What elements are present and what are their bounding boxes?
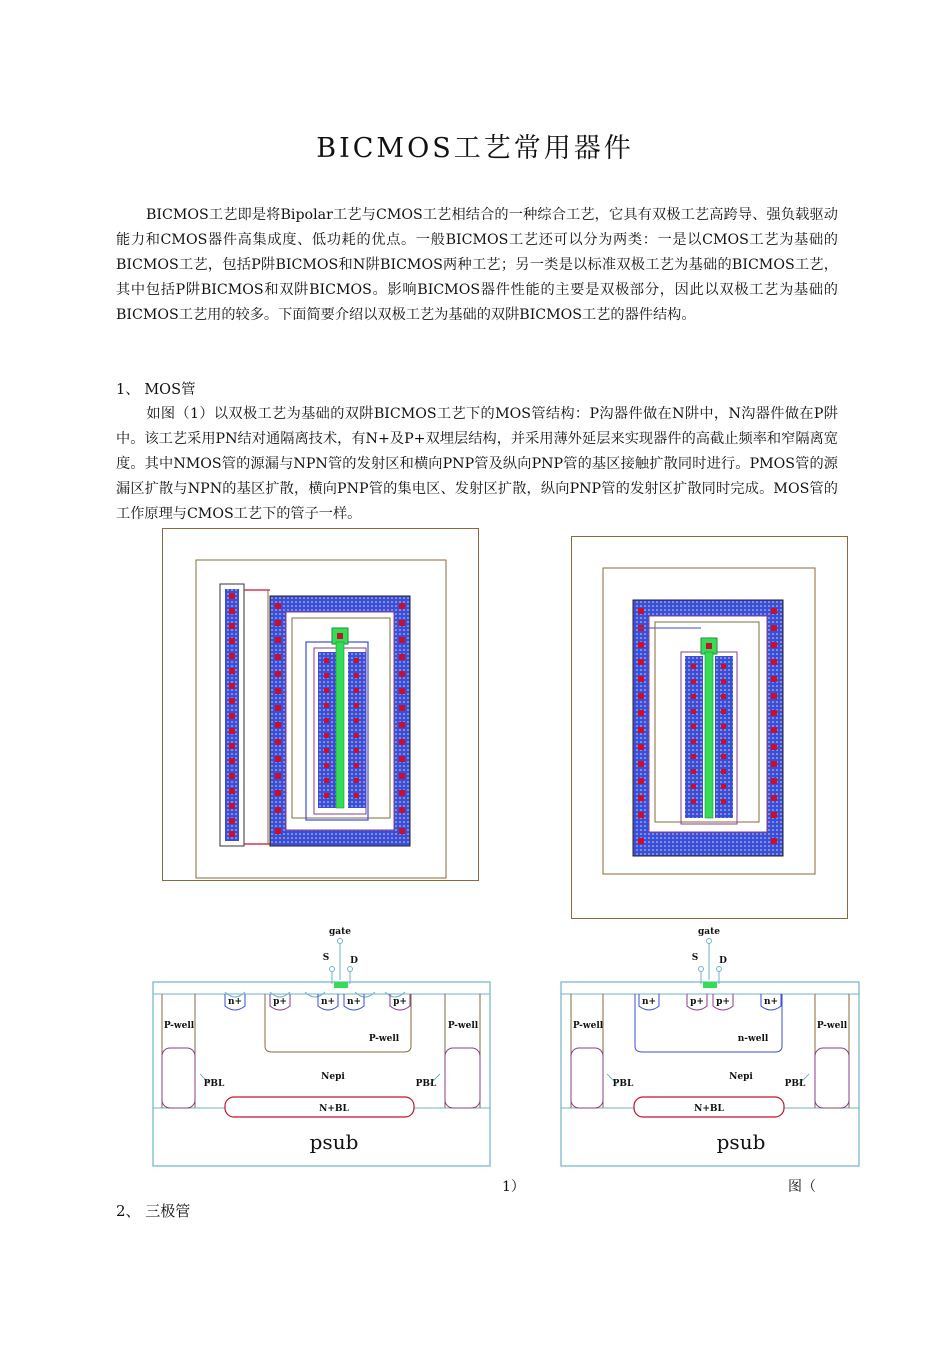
mos-paragraph (116, 402, 838, 527)
well-label: P-well (816, 1021, 848, 1031)
pmos-layout-figure (571, 536, 849, 920)
section-heading-mos: 1、 MOS管 (116, 382, 196, 398)
diffusion-label: p+ (716, 997, 730, 1007)
drain-label: D (719, 956, 727, 966)
pbl-label: PBL (415, 1079, 437, 1089)
intro-text: BICMOS工艺即是将Bipolar工艺与CMOS工艺相结合的一种综合工艺，它具有双极工艺高跨导、强负载驱动能力和CMOS器件高集成度、低功耗的优点。一般BICMOS工艺还可以分为两类：一是以CMOS工艺为基础的BICMOS工艺，包括P阱BICMOS和N阱BICMOS两种工艺；另一类是以标准双极工艺为基础的BICMOS工艺，其中包括P阱BICMOS和双阱BICMOS。影响BICMOS器件性能的主要是双极部分，因此以双极工艺为基础的BICMOS工艺用的较多。下面简要介绍以双极工艺为基础的双阱BICMOS工艺的器件结构。 (116, 207, 838, 323)
diffusion-label: n+ (641, 997, 657, 1007)
substrate-label: psub (309, 1130, 359, 1154)
source-label: S (691, 953, 699, 963)
diffusion-label: n+ (227, 997, 243, 1007)
well-label: P-well (368, 1034, 400, 1044)
buried-layer-label: N+BL (319, 1104, 349, 1114)
diffusion-label: p+ (393, 997, 407, 1007)
pbl-label: PBL (612, 1079, 634, 1089)
intro-paragraph (116, 203, 838, 328)
well-label: P-well (447, 1021, 479, 1031)
nmos-cross-section (150, 922, 494, 1170)
page-title: BICMOS工艺常用器件 (316, 133, 634, 164)
well-label: P-well (163, 1021, 195, 1031)
epi-label: Nepi (729, 1072, 753, 1082)
diffusion-label: n+ (763, 997, 779, 1007)
section-heading-transistor: 2、 三极管 (116, 1202, 191, 1220)
diffusion-label: n+ (346, 997, 362, 1007)
figure-caption-right: 图（ (788, 1179, 816, 1195)
figure-caption-left: 1） (502, 1179, 525, 1195)
gate-label: gate (697, 927, 721, 937)
epi-label: Nepi (321, 1072, 345, 1082)
well-label: n-well (737, 1034, 769, 1044)
diffusion-label: n+ (320, 997, 336, 1007)
well-label: P-well (572, 1021, 604, 1031)
pbl-label: PBL (203, 1079, 225, 1089)
nmos-layout-figure (162, 528, 480, 884)
substrate-label: psub (716, 1130, 766, 1154)
drain-label: D (350, 956, 358, 966)
diffusion-label: p+ (273, 997, 287, 1007)
diffusion-label: p+ (690, 997, 704, 1007)
source-label: S (322, 953, 330, 963)
pmos-cross-section (559, 922, 863, 1170)
gate-label: gate (328, 927, 352, 937)
mos-text: 如图（1）以双极工艺为基础的双阱BICMOS工艺下的MOS管结构：P沟器件做在N阱中，N沟器件做在P阱中。该工艺采用PN结对通隔离技术，有N+及P+双埋层结构，并采用薄外延层来实现器件的高截止频率和窄隔离宽度。其中NMOS管的源漏与NPN管的发射区和横向PNP管及纵向PNP管的基区接触扩散同时进行。PMOS管的源漏区扩散与NPN的基区扩散，横向PNP管的集电区、发射区扩散，纵向PNP管的发射区扩散同时完成。MOS管的工作原理与CMOS工艺下的管子一样。 (116, 406, 838, 522)
buried-layer-label: N+BL (694, 1104, 724, 1114)
pbl-label: PBL (784, 1079, 806, 1089)
